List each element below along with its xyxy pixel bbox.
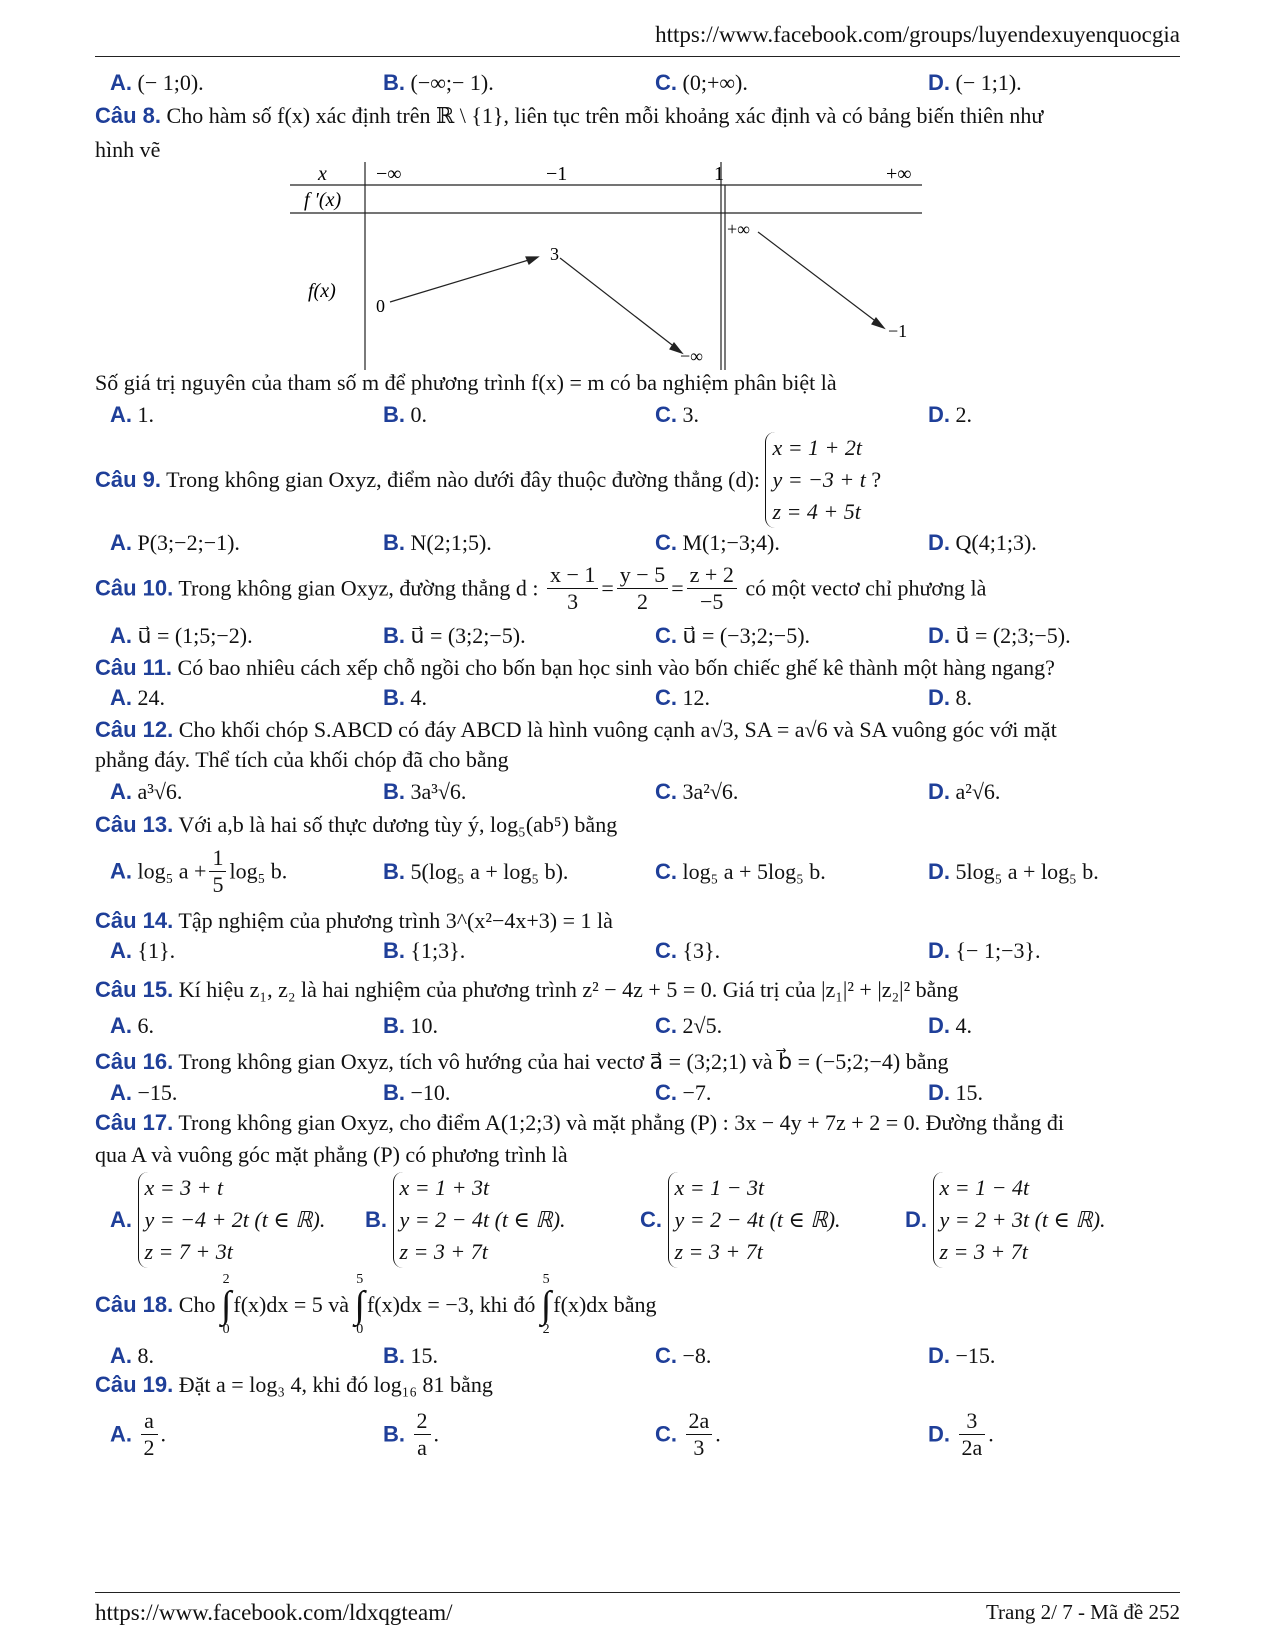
q12-choice-a: a³√6. (137, 779, 183, 804)
q18-i1-lower: 0 (222, 1322, 230, 1337)
q13-text: Với a,b là hai số thực dương tùy ý, log₅(ab⁵) bằng (178, 812, 618, 837)
q19-b-den: a (417, 1435, 427, 1460)
q12-text1: Cho khối chóp S.ABCD có đáy ABCD là hình vuông cạnh a√3, SA = a√6 và SA vuông góc với mặt (178, 717, 1057, 742)
q17-text1: Trong không gian Oxyz, cho điểm A(1;2;3) và mặt phẳng (P) : 3x − 4y + 7z + 2 = 0. Đường thẳng đi (178, 1110, 1065, 1135)
q8-choice-c: 3. (682, 402, 699, 427)
q9-sys-x: x = 1 + 2t (772, 435, 863, 460)
q18-number: Câu 18. (95, 1292, 174, 1317)
integral-sign-icon: ∫ (220, 1284, 232, 1326)
q9-choice-b: N(2;1;5). (410, 530, 492, 555)
q17-text-line1 (95, 1108, 1180, 1138)
q8-text1: Cho hàm số f(x) xác định trên ℝ \ {1}, liên tục trên mỗi khoảng xác định và có bảng biến thiên như (166, 103, 1044, 128)
q17-d-z: z = 3 + 7t (939, 1239, 1028, 1264)
q13-choice-a-fraction (209, 845, 226, 898)
q14-number: Câu 14. (95, 908, 174, 933)
q17-d-x: x = 1 − 4t (939, 1175, 1030, 1200)
q10-tail: có một vectơ chỉ phương là (745, 575, 987, 601)
q8-label-b: B. (383, 402, 405, 427)
q9-label-b: B. (383, 530, 405, 555)
integral-sign-icon: ∫ (354, 1284, 365, 1326)
q14-choice-d: {− 1;−3}. (955, 938, 1041, 963)
q16-choice-b: −10. (410, 1080, 451, 1105)
q19-label-a: A. (110, 1421, 132, 1447)
q13-choice-b: 5(log₅ a + log₅ b). (410, 859, 569, 884)
q11-label-a: A. (110, 685, 132, 710)
q10-label-d: D. (928, 623, 950, 648)
q18-i3-body: f(x)dx (553, 1292, 609, 1317)
q17-choice-a-system (138, 1172, 326, 1268)
q18-choice-c: −8. (682, 1343, 712, 1368)
q9-label-d: D. (928, 530, 950, 555)
q19-choice-c (686, 1408, 713, 1461)
q9-choice-d: Q(4;1;3). (955, 530, 1037, 555)
q16-label-c: C. (655, 1080, 677, 1105)
q18-integral-2 (355, 1272, 365, 1338)
q11-choice-c: 12. (682, 685, 710, 710)
q10-f1-num: x − 1 (547, 562, 598, 589)
q11-choice-d: 8. (955, 685, 972, 710)
q8-text-line2: hình vẽ (95, 137, 161, 162)
q19-text-line (95, 1370, 1180, 1400)
q11-text-line (95, 653, 1180, 683)
q13-number: Câu 13. (95, 812, 174, 837)
q10-label-a: A. (110, 623, 132, 648)
header-url[interactable]: https://www.facebook.com/groups/luyendexuyenquocgia (655, 22, 1180, 47)
q8-table-f-zero: 0 (376, 296, 385, 316)
q7-choice-d: (− 1;1). (955, 70, 1022, 95)
q10-fraction-3 (687, 562, 737, 615)
q8-table-x-neg-one: −1 (546, 163, 568, 185)
q11-label-d: D. (928, 685, 950, 710)
q8-table-f-three: 3 (550, 244, 559, 264)
q16-label-b: B. (383, 1080, 405, 1105)
q18-cho: Cho (178, 1292, 216, 1317)
q8-table-f-neg-inf: −∞ (680, 346, 703, 366)
q17-c-x: x = 1 − 3t (674, 1175, 765, 1200)
q15-choice-c: 2√5. (682, 1013, 723, 1038)
q18-i1-body: f(x)dx = 5 (233, 1292, 323, 1317)
q12-number: Câu 12. (95, 717, 174, 742)
q17-text-line2: qua A và vuông góc mặt phẳng (P) có phương trình là (95, 1142, 568, 1167)
q16-label-d: D. (928, 1080, 950, 1105)
q13-label-b: B. (383, 859, 405, 884)
footer-rule (95, 1592, 1180, 1593)
q11-choice-b: 4. (410, 685, 427, 710)
q12-choice-c: 3a²√6. (682, 779, 739, 804)
q15-text: Kí hiệu z₁, z₂ là hai nghiệm của phương trình z² − 4z + 5 = 0. Giá trị của |z₁|² + |z₂|² bằng (178, 977, 959, 1002)
q10-f1-den: 3 (567, 589, 579, 614)
q14-label-d: D. (928, 938, 950, 963)
q9-label-a: A. (110, 530, 132, 555)
q7-choice-a: (− 1;0). (137, 70, 204, 95)
q13-label-d: D. (928, 859, 950, 884)
q18-i1-upper: 2 (222, 1272, 230, 1287)
q19-label-c: C. (655, 1421, 677, 1447)
q17-c-y: y = 2 − 4t (t ∈ ℝ). (674, 1207, 841, 1232)
q18-i3-upper: 5 (542, 1272, 550, 1287)
q8-choice-a: 1. (137, 402, 154, 427)
q16-text: Trong không gian Oxyz, tích vô hướng của hai vectơ a⃗ = (3;2;1) và b⃗ = (−5;2;−4) bằng (178, 1049, 949, 1074)
q15-label-b: B. (383, 1013, 405, 1038)
q13-choice-c: log₅ a + 5log₅ b. (682, 859, 826, 884)
q8-table-x-label: x (318, 163, 327, 185)
q7-label-d: D. (928, 70, 950, 95)
q8-label-c: C. (655, 402, 677, 427)
q17-b-z: z = 3 + 7t (399, 1239, 488, 1264)
q13-choice-a-pre: log₅ a + (137, 858, 207, 884)
q12-text-line1 (95, 715, 1180, 745)
q10-fraction-2 (617, 562, 668, 615)
q8-label-a: A. (110, 402, 132, 427)
q8-label-d: D. (928, 402, 950, 427)
q10-choice-d: u⃗ = (2;3;−5). (955, 623, 1071, 648)
q13-label-c: C. (655, 859, 677, 884)
header-rule (95, 56, 1180, 57)
q17-d-y: y = 2 + 3t (t ∈ ℝ). (939, 1207, 1106, 1232)
q13-choice-d: 5log₅ a + log₅ b. (955, 859, 1099, 884)
q8-variation-table (290, 160, 930, 370)
q8-table-f-label: f(x) (308, 280, 336, 302)
q10-choice-a: u⃗ = (1;5;−2). (137, 623, 253, 648)
q12-choice-b: 3a³√6. (410, 779, 467, 804)
q18-tail: bằng (613, 1292, 657, 1317)
q7-label-b: B. (383, 70, 405, 95)
q18-i2-body: f(x)dx = −3, (366, 1292, 475, 1317)
footer-url[interactable]: https://www.facebook.com/ldxqgteam/ (95, 1600, 453, 1625)
q10-number: Câu 10. (95, 575, 174, 601)
q19-a-num: a (141, 1408, 158, 1435)
q14-choice-b: {1;3}. (410, 938, 466, 963)
q12-text-line2: phẳng đáy. Thể tích của khối chóp đã cho bằng (95, 747, 509, 772)
q9-tail: ? (871, 467, 882, 492)
q18-label-c: C. (655, 1343, 677, 1368)
q8-table-f-neg-one: −1 (888, 321, 908, 341)
q18-choice-b: 15. (410, 1343, 438, 1368)
q17-a-x: x = 3 + t (144, 1175, 224, 1200)
q14-text-line (95, 906, 1180, 936)
q14-text: Tập nghiệm của phương trình 3^(x²−4x+3) = 1 là (178, 908, 613, 933)
q18-choice-d: −15. (955, 1343, 996, 1368)
q7-label-c: C. (655, 70, 677, 95)
q17-choice-b-system (393, 1172, 566, 1268)
q12-label-b: B. (383, 779, 405, 804)
q10-fraction-1 (547, 562, 598, 615)
q7-choice-c: (0;+∞). (682, 70, 748, 95)
q10-choice-c: u⃗ = (−3;2;−5). (682, 623, 811, 648)
q8-table-x-pos-inf: +∞ (886, 163, 912, 185)
q17-choice-d-system (933, 1172, 1106, 1268)
q9-text: Trong không gian Oxyz, điểm nào dưới đây thuộc đường thẳng (d): (166, 467, 760, 492)
q17-c-z: z = 3 + 7t (674, 1239, 763, 1264)
q17-b-y: y = 2 − 4t (t ∈ ℝ). (399, 1207, 566, 1232)
q12-label-c: C. (655, 779, 677, 804)
q15-choice-a: 6. (137, 1013, 154, 1038)
q9-sys-y: y = −3 + t (772, 467, 866, 492)
q16-label-a: A. (110, 1080, 132, 1105)
q9-choice-c: M(1;−3;4). (682, 530, 780, 555)
q18-i2-upper: 5 (356, 1272, 364, 1287)
q14-label-c: C. (655, 938, 677, 963)
q18-label-b: B. (383, 1343, 405, 1368)
q10-text-line: Câu 10. Trong không gian Oxyz, đường thẳng d : $\frac{x - 1}{3}$ = $\frac{y - 5}{2}$ = $\frac{z + 2}{-5}$ có một vectơ chỉ phương là (95, 562, 987, 614)
q15-label-d: D. (928, 1013, 950, 1038)
q10-f2-num: y − 5 (617, 562, 668, 589)
q14-choice-a: {1}. (137, 938, 176, 963)
q12-label-d: D. (928, 779, 950, 804)
q9-sys-z: z = 4 + 5t (772, 499, 861, 524)
q15-label-a: A. (110, 1013, 132, 1038)
q11-choice-a: 24. (137, 685, 165, 710)
q9-text-line (95, 432, 1180, 528)
q16-choice-c: −7. (682, 1080, 712, 1105)
q11-text: Có bao nhiêu cách xếp chỗ ngồi cho bốn bạn học sinh vào bốn chiếc ghế kê thành một hàng ngang? (177, 655, 1055, 680)
q16-text-line (95, 1047, 1180, 1077)
footer-page-info: Trang 2/ 7 - Mã đề 252 (985, 1600, 1180, 1624)
q18-integral-3 (541, 1272, 551, 1338)
q17-a-y: y = −4 + 2t (t ∈ ℝ). (144, 1207, 326, 1232)
q7-choice-b: (−∞;− 1). (410, 70, 494, 95)
q19-label-b: B. (383, 1421, 405, 1447)
q12-choice-d: a²√6. (955, 779, 1001, 804)
q9-number: Câu 9. (95, 467, 162, 492)
q19-number: Câu 19. (95, 1372, 174, 1397)
q19-c-num: 2a (686, 1408, 713, 1435)
q19-choice-a (141, 1408, 158, 1461)
q18-i2-lower: 0 (356, 1322, 364, 1337)
q10-label-c: C. (655, 623, 677, 648)
integral-sign-icon: ∫ (540, 1284, 552, 1326)
q18-label-a: A. (110, 1343, 132, 1368)
q8-number: Câu 8. (95, 103, 162, 128)
q17-number: Câu 17. (95, 1110, 174, 1135)
q9-choice-a: P(3;−2;−1). (137, 530, 240, 555)
q18-text-line (95, 1272, 1180, 1338)
q11-number: Câu 11. (95, 655, 173, 680)
q7-label-a: A. (110, 70, 132, 95)
q14-label-b: B. (383, 938, 405, 963)
q10-f3-den: −5 (700, 589, 724, 614)
q9-label-c: C. (655, 530, 677, 555)
q17-label-c: C. (640, 1207, 662, 1232)
q18-label-d: D. (928, 1343, 950, 1368)
q17-a-z: z = 7 + 3t (144, 1239, 233, 1264)
q14-label-a: A. (110, 938, 132, 963)
q13-text-line (95, 810, 1180, 840)
q8-table-x-neg-inf: −∞ (376, 163, 402, 185)
q13-choice-a-post: log₅ b. (229, 858, 288, 884)
q13-label-a: A. (110, 858, 132, 884)
q8-choice-d: 2. (955, 402, 972, 427)
q10-text: Trong không gian Oxyz, đường thẳng d : (178, 575, 539, 601)
q8-table-x-one: 1 (714, 163, 724, 185)
q18-choice-a: 8. (137, 1343, 154, 1368)
q14-choice-c: {3}. (682, 938, 721, 963)
q18-integral-1 (221, 1272, 231, 1338)
q19-d-den: 2a (961, 1435, 983, 1460)
q19-text: Đặt a = log₃ 4, khi đó log₁₆ 81 bằng (178, 1372, 493, 1397)
q9-line-system (765, 432, 865, 528)
q17-label-a: A. (110, 1207, 132, 1232)
q8-question: Số giá trị nguyên của tham số m để phương trình f(x) = m có ba nghiệm phân biệt là (95, 370, 837, 395)
q18-khi-do: khi đó (479, 1292, 536, 1317)
q13-a-num: 1 (209, 845, 226, 872)
q16-choice-d: 15. (955, 1080, 983, 1105)
q17-b-x: x = 1 + 3t (399, 1175, 490, 1200)
q17-choice-c-system (668, 1172, 841, 1268)
q11-label-b: B. (383, 685, 405, 710)
q17-label-b: B. (365, 1207, 387, 1232)
q16-number: Câu 16. (95, 1049, 174, 1074)
q19-label-d: D. (928, 1421, 950, 1447)
q8-table-fp-label: f ′(x) (304, 189, 342, 211)
q15-number: Câu 15. (95, 977, 174, 1002)
q16-choice-a: −15. (137, 1080, 178, 1105)
q17-label-d: D. (905, 1207, 927, 1232)
q15-choice-d: 4. (955, 1013, 972, 1038)
q19-b-num: 2 (414, 1408, 431, 1435)
q15-text-line (95, 975, 1180, 1005)
q19-a-den: 2 (143, 1435, 155, 1460)
q8-choice-b: 0. (410, 402, 427, 427)
q11-label-c: C. (655, 685, 677, 710)
q13-a-den: 5 (212, 872, 224, 897)
q12-label-a: A. (110, 779, 132, 804)
q10-f3-num: z + 2 (687, 562, 737, 589)
q18-va: và (328, 1292, 350, 1317)
q15-label-c: C. (655, 1013, 677, 1038)
q10-label-b: B. (383, 623, 405, 648)
q10-f2-den: 2 (637, 589, 648, 614)
q19-choice-d (959, 1408, 986, 1461)
q19-choice-b (414, 1408, 431, 1461)
q15-choice-b: 10. (410, 1013, 438, 1038)
q10-choice-b: u⃗ = (3;2;−5). (410, 623, 526, 648)
q8-text-line1 (95, 101, 1180, 131)
q18-i3-lower: 2 (542, 1322, 550, 1337)
q8-table-f-pos-inf: +∞ (727, 219, 750, 239)
q19-c-den: 3 (693, 1435, 705, 1460)
q19-d-num: 3 (959, 1408, 986, 1435)
